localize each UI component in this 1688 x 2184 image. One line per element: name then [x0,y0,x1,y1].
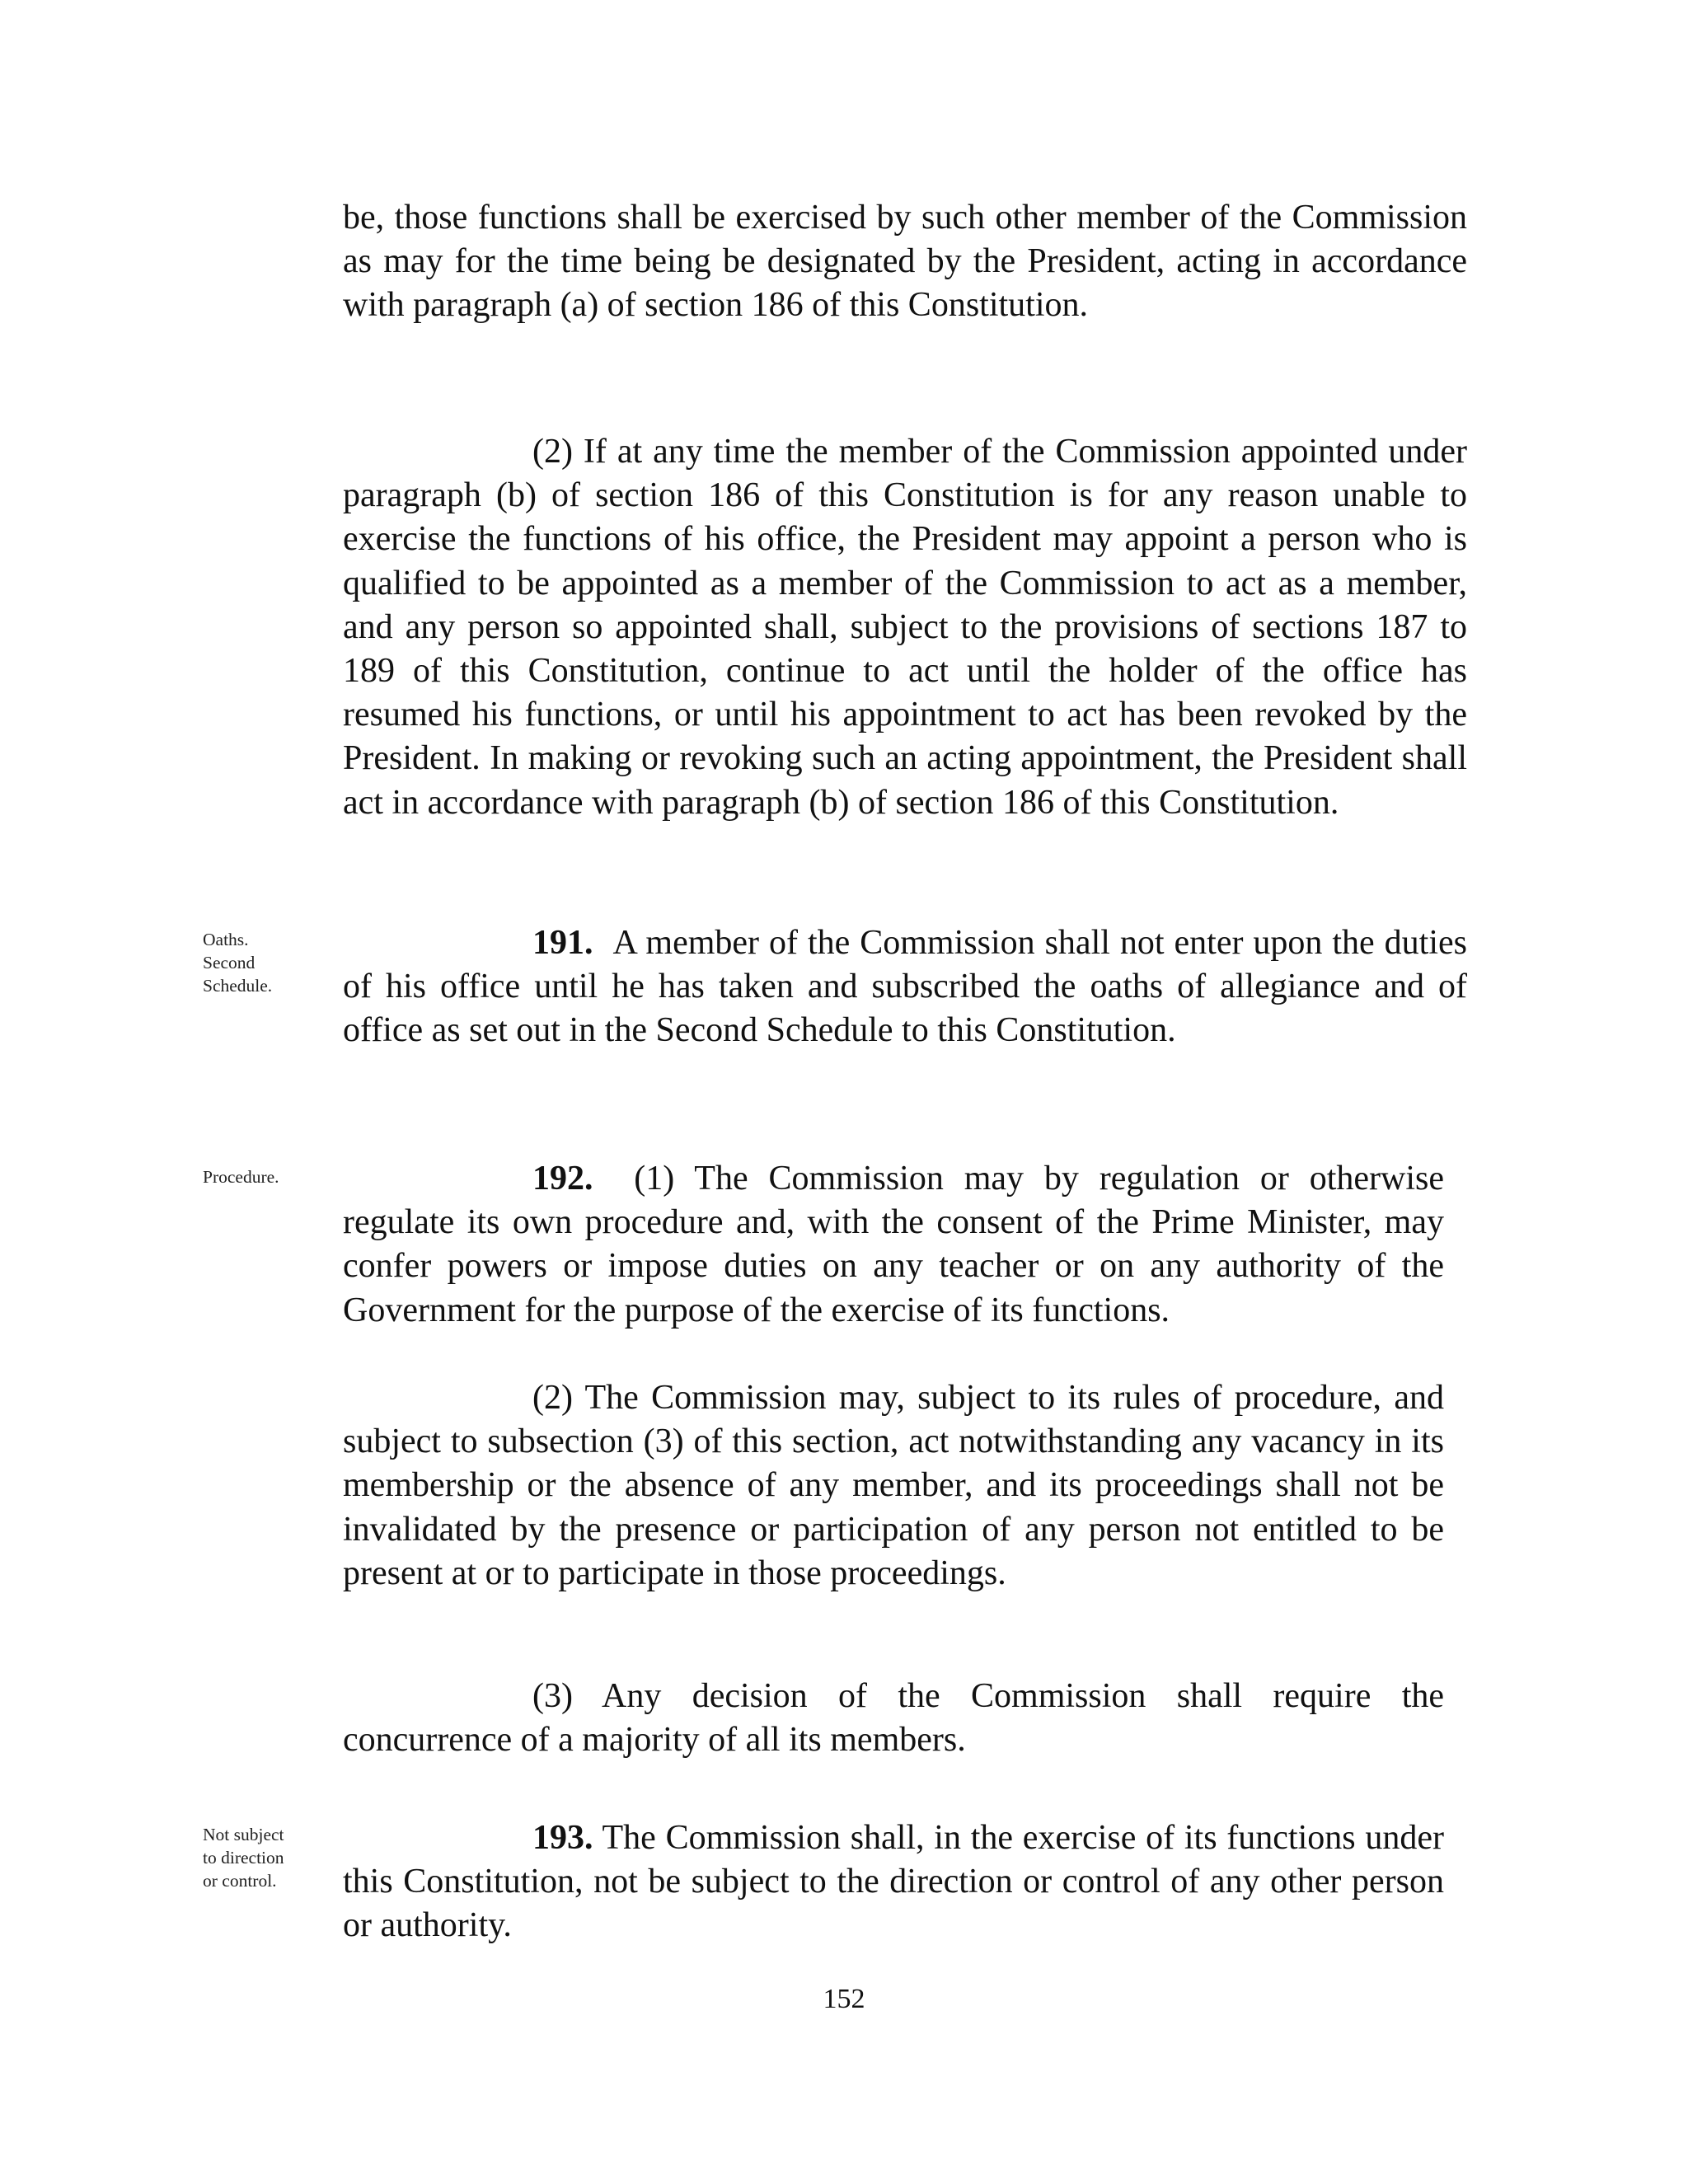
section-193-paragraph [343,1816,1444,1948]
subsection-2-paragraph: (2) If at any time the member of the Commission appointed under paragraph (b) of section 186 of this Constitution is for any reason unable to exercise the functions of his office, the President may appoint a person who is qualified to be appointed as a member of the Commission to act as a member, and any person so appointed shall, subject to the provisions of sections 187 to 189 of this Constitution, continue to act until the holder of the office has resumed his functions, or until his appointment to act has been revoked by the President. In making or revoking such an acting appointment, the President shall act in accordance with paragraph (b) of section 186 of this Constitution. [343,433,1467,822]
page-number: 152 [823,1984,865,2014]
marginal-note-line: to direction [203,1848,284,1868]
section-text: A member of the Commission shall not enter upon the duties of his office until he has taken and subscribed the oaths of allegiance and of office as set out in the Second Schedule to this Constitution. [343,924,1467,1050]
marginal-note-procedure [203,1165,310,1188]
marginal-note-line: Not subject [203,1825,284,1844]
marginal-note-line: Procedure. [203,1167,279,1187]
continuation-paragraph: be, those functions shall be exercised by such other member of the Commission as may for the time being be designated by the President, acting in accordance with paragraph (a) of section 186 of this Constitution. [343,199,1467,325]
section-text: The Commission shall, in the exercise of its functions under this Constitution, not be subject to the direction or control of any other person or authority. [343,1819,1445,1945]
marginal-note-line: Second [203,953,256,972]
section-192-paragraph [343,1157,1444,1333]
section-text: (1) The Commission may by regulation or otherwise regulate its own procedure and, with the consent of the Prime Minister, may confer powers or impose duties on any teacher or on any authority of the Government for the purpose of the exercise of its functions. [343,1160,1445,1329]
marginal-note-line: Schedule. [203,976,273,996]
marginal-note-line: Oaths. [203,930,249,949]
section-number: 193. [532,1819,593,1857]
section-number: 191. [532,924,593,962]
section-191-paragraph [343,921,1467,1053]
marginal-note-line: or control. [203,1871,277,1891]
marginal-note-oaths [203,928,310,997]
section-number: 192. [532,1160,593,1197]
section-192-subsection-3: (3) Any decision of the Commission shall require the concurrence of a majority of all its members. [343,1677,1444,1760]
marginal-note-direction [203,1823,310,1892]
section-192-subsection-2: (2) The Commission may, subject to its rules of procedure, and subject to subsection (3) of this section, act notwithstanding any vacancy in its membership or the absence of any member, and its proceedings shall not be invalidated by the presence or participation of any person not entitled to be present at or to participate in those proceedings. [343,1379,1444,1592]
